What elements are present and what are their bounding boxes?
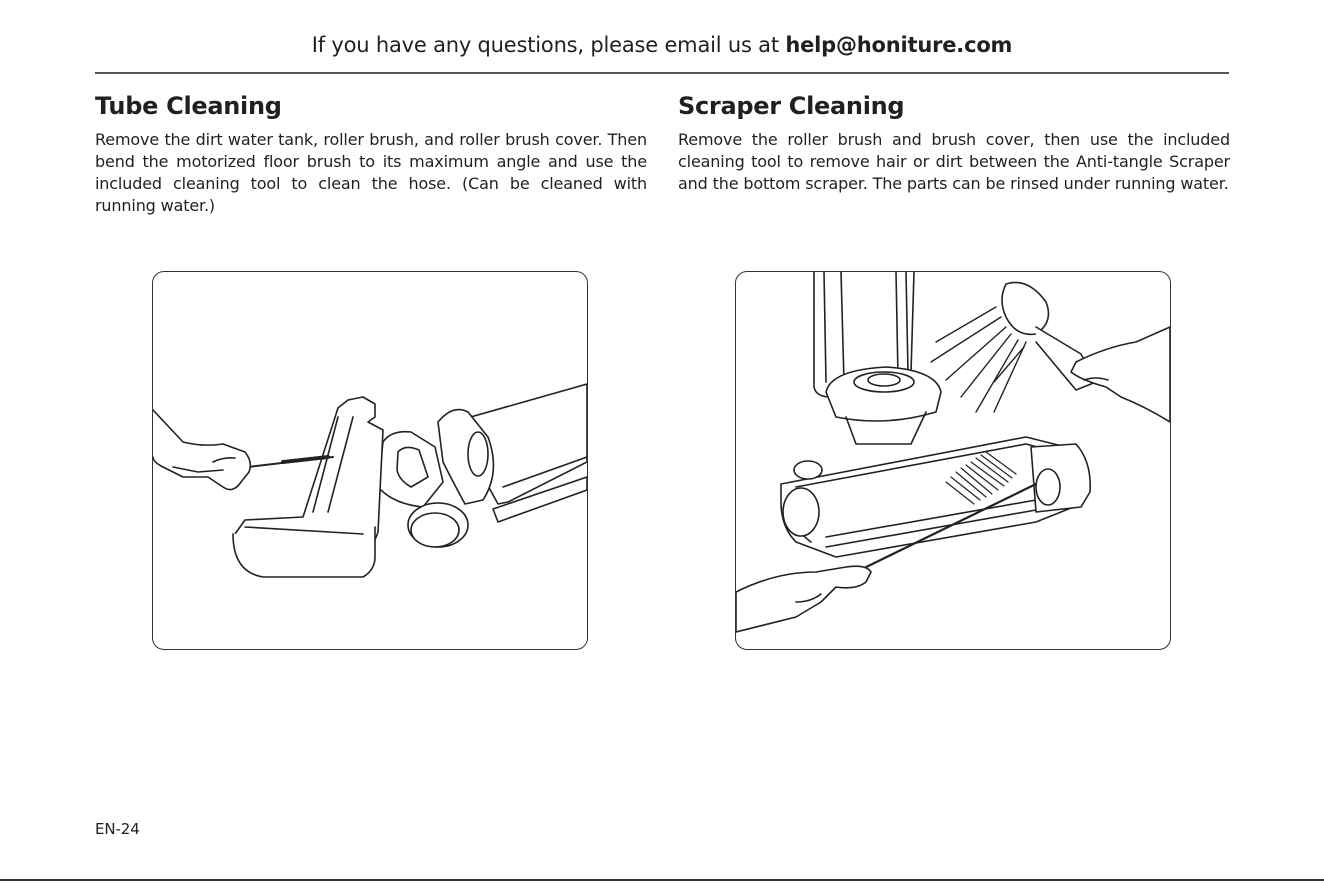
header-divider — [95, 72, 1229, 74]
tube-cleaning-section — [95, 92, 647, 217]
section-body: Remove the dirt water tank, roller brush, and roller brush cover. Then bend the motorized floor brush to its maximum angle and use the included cleaning tool to clean the hose. (Can be cleaned with running water.) — [95, 130, 647, 215]
tube-cleaning-illustration — [152, 271, 588, 650]
section-title: Scraper Cleaning — [678, 92, 905, 120]
scraper-cleaning-section — [678, 92, 1230, 195]
section-title: Tube Cleaning — [95, 92, 282, 120]
section-body: Remove the roller brush and brush cover, then use the included cleaning tool to remove hair or dirt between the Anti-tangle Scraper and the bottom scraper. The parts can be rinsed under running water. — [678, 130, 1230, 193]
page-header — [95, 33, 1229, 57]
scraper-cleaning-illustration — [735, 271, 1171, 650]
page-number: EN-24 — [95, 820, 140, 838]
support-email[interactable]: help@honiture.com — [785, 33, 1013, 57]
header-text: If you have any questions, please email us at — [311, 33, 786, 57]
bottom-border — [0, 879, 1324, 881]
